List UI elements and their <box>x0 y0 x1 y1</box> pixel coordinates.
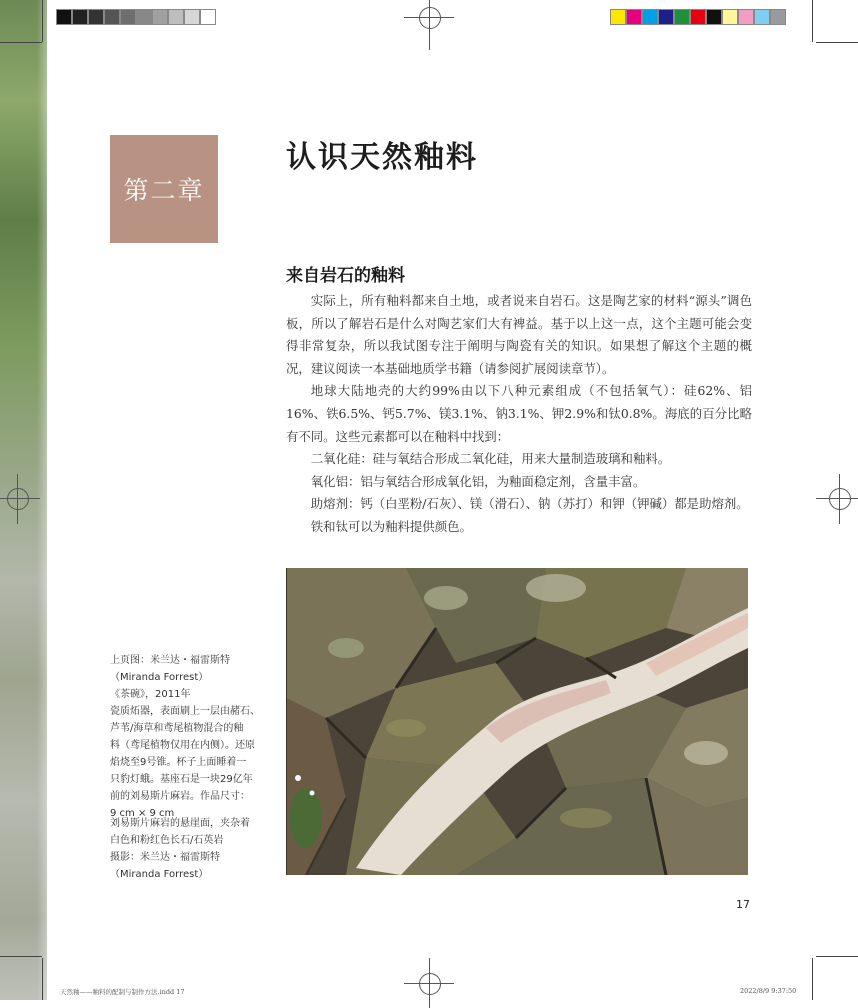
registration-crosshair <box>839 474 840 524</box>
caption-line: （Miranda Forrest） <box>110 672 209 683</box>
caption-line: 摄影：米兰达・福雷斯特 <box>110 852 220 863</box>
gray-swatch <box>120 9 136 25</box>
color-swatch <box>722 9 738 25</box>
registration-mark-icon <box>419 7 441 29</box>
gray-swatch <box>72 9 88 25</box>
color-control-bar <box>610 9 786 25</box>
page-number: 17 <box>736 898 750 911</box>
color-swatch <box>738 9 754 25</box>
caption-photo <box>110 815 270 883</box>
caption-line: 上页图：米兰达・福雷斯特 <box>110 655 230 666</box>
registration-crosshair <box>429 0 430 50</box>
caption-line: 料（鸢尾植物仅用在内侧）。还原 <box>110 740 255 751</box>
crop-mark <box>0 956 42 957</box>
slug-file-name: 天然釉——釉料的配制与制作方法.indd 17 <box>60 988 185 996</box>
color-swatch <box>754 9 770 25</box>
paragraph: 助熔剂：钙（白垩粉/石灰）、镁（滑石）、钠（苏打）和钾（钾碱）都是助熔剂。 <box>310 496 749 512</box>
gray-swatch <box>184 9 200 25</box>
gray-swatch <box>136 9 152 25</box>
slug-timestamp: 2022/8/9 9:37:50 <box>740 987 797 995</box>
paragraph: 实际上，所有釉料都来自土地，或者说来自岩石。这是陶艺家的材料“源头”调色板，所以了解岩石是什么对陶艺家们大有裨益。基于以上这一点，这个主题可能会变得非常复杂，所以我试图专注于阐明与陶瓷有关的知识。如果想了解这个主题的概况，建议阅读一本基础地质学书籍（请参阅扩展阅读章节）。 <box>286 293 752 376</box>
color-swatch <box>674 9 690 25</box>
paragraph: 铁和钛可以为釉料提供颜色。 <box>310 518 472 534</box>
lewisian-gneiss-cliff-photo <box>286 568 748 875</box>
chapter-label-box <box>110 135 218 243</box>
color-swatch <box>706 9 722 25</box>
caption-line: 白色和粉红色长石/石英岩 <box>110 835 224 846</box>
color-swatch <box>690 9 706 25</box>
crop-mark <box>42 0 43 42</box>
caption-line: 芦苇/海草和鸢尾植物混合的釉 <box>110 723 244 734</box>
registration-crosshair <box>0 498 40 499</box>
registration-crosshair <box>816 498 858 499</box>
gray-swatch <box>152 9 168 25</box>
caption-line: （Miranda Forrest） <box>110 869 209 880</box>
crop-mark <box>0 42 42 43</box>
caption-line: 只豹灯蛾。基座石是一块29亿年 <box>110 774 253 785</box>
caption-line: 瓷质炻器，表面刷上一层由赭石、 <box>110 706 260 717</box>
caption-line: 前的刘易斯片麻岩。作品尺寸： <box>110 791 250 802</box>
caption-previous-page <box>110 652 270 822</box>
registration-mark-icon <box>829 488 851 510</box>
caption-line: 刘易斯片麻岩的悬崖面，夹杂着 <box>110 818 250 829</box>
crop-mark <box>816 42 858 43</box>
gray-density-bar <box>56 9 216 25</box>
gray-swatch <box>88 9 104 25</box>
gray-swatch <box>168 9 184 25</box>
caption-line: 《茶碗》，2011年 <box>110 689 191 700</box>
caption-line: 焰烧至9号锥。杯子上面睡着一 <box>110 757 247 768</box>
paragraph: 氧化铝：铝与氧结合形成氧化铝，为釉面稳定剂，含量丰富。 <box>310 473 646 489</box>
color-swatch <box>626 9 642 25</box>
body-text <box>286 290 752 539</box>
crop-mark <box>812 958 813 1000</box>
section-heading: 来自岩石的釉料 <box>286 266 405 286</box>
gray-swatch <box>56 9 72 25</box>
gray-swatch <box>104 9 120 25</box>
crop-mark <box>42 958 43 1000</box>
crop-mark <box>816 956 858 957</box>
registration-mark-icon <box>419 973 441 995</box>
registration-crosshair <box>429 958 430 1008</box>
gray-swatch <box>200 9 216 25</box>
registration-crosshair <box>17 474 18 524</box>
chapter-label: 第二章 <box>123 176 205 205</box>
crop-mark <box>812 0 813 42</box>
paragraph: 地球大陆地壳的大约99%由以下八种元素组成（不包括氧气）：硅62%、铝16%、铁6.5%、钙5.7%、镁3.1%、钠3.1%、钾2.9%和钛0.8%。海底的百分比略有不同。这些元素都可以在釉料中找到： <box>286 383 752 444</box>
page-title: 认识天然釉料 <box>286 140 478 175</box>
color-swatch <box>610 9 626 25</box>
color-swatch <box>658 9 674 25</box>
color-swatch <box>770 9 786 25</box>
caption-line: 9 cm × 9 cm <box>110 808 175 819</box>
registration-mark-icon <box>7 488 29 510</box>
color-swatch <box>642 9 658 25</box>
paragraph: 二氧化硅：硅与氧结合形成二氧化硅，用来大量制造玻璃和釉料。 <box>310 451 671 467</box>
